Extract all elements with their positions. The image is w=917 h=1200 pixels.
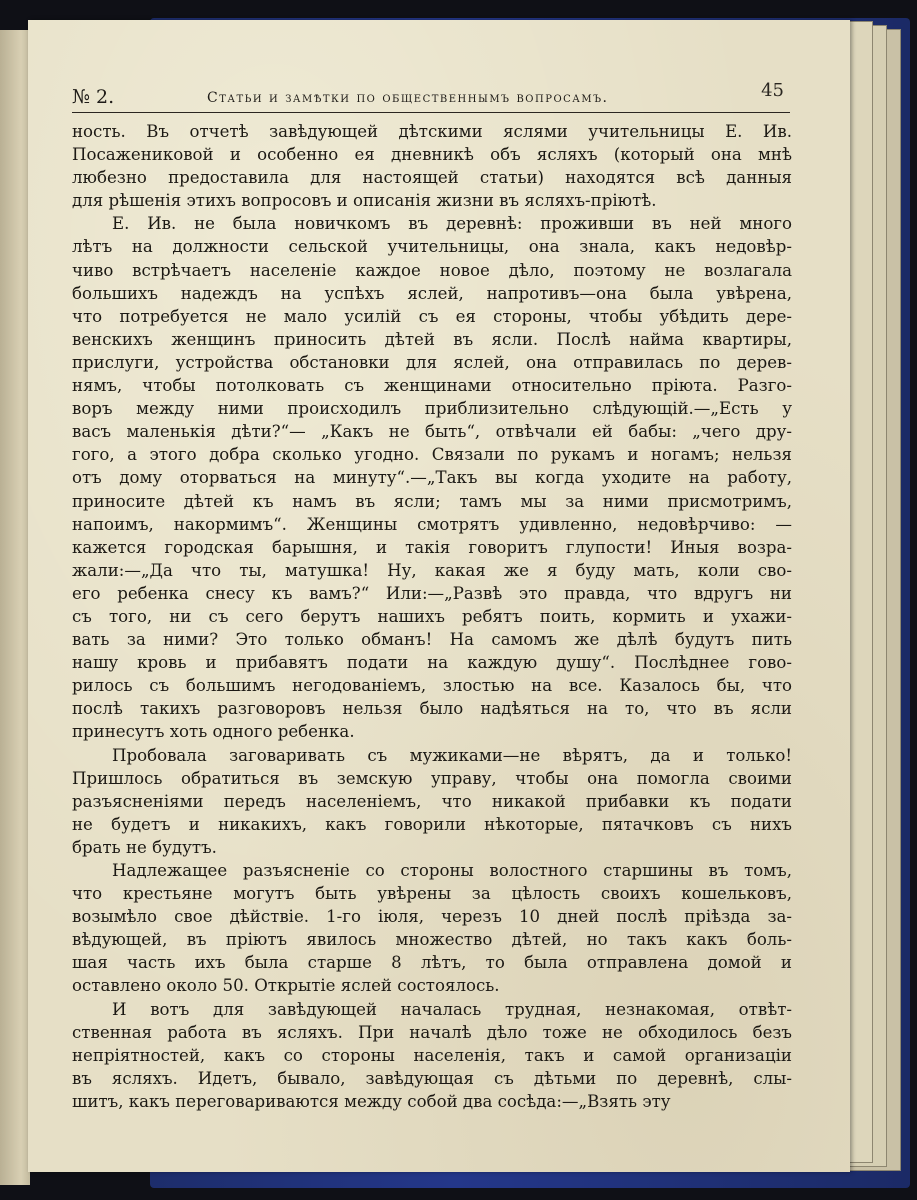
article-body (72, 120, 792, 1113)
paragraph (72, 998, 792, 1113)
running-header (72, 82, 790, 113)
text-line: шитъ, какъ переговариваются между собой два сосѣда:—„Взять эту (72, 1091, 671, 1111)
text-line: воръ между ними происходилъ приблизительно слѣдующій.—„Есть у (72, 399, 792, 419)
text-line: приносите дѣтей къ намъ въ ясли; тамъ мы за ними присмотримъ, (72, 491, 792, 511)
text-line: прислуги, устройства обстановки для яслей, она отправилась по дерев- (72, 352, 792, 372)
text-line: Пробовала заговаривать съ мужиками—не вѣрятъ, да и только! (112, 745, 792, 765)
text-line: вѣдующей, въ пріютъ явилось множество дѣтей, но такъ какъ боль- (72, 930, 792, 950)
text-line: Надлежащее разъясненіе со стороны волостного старшины въ томъ, (112, 861, 792, 880)
text-line: для рѣшенія этихъ вопросовъ и описанія жизни въ ясляхъ-пріютѣ. (72, 191, 657, 211)
book-page (28, 20, 850, 1172)
text-line: ственная работа въ ясляхъ. При началѣ дѣло тоже не обходилось безъ (72, 1022, 792, 1042)
text-line: въ ясляхъ. Идетъ, бывало, завѣдующая съ дѣтьми по деревнѣ, слы- (72, 1068, 792, 1088)
text-line: рилось съ большимъ негодованіемъ, злостью на все. Казалось бы, что (72, 676, 792, 696)
page-number: 45 (761, 80, 784, 101)
paragraph (72, 120, 792, 212)
paragraph (72, 744, 792, 859)
text-line: разъясненіями передъ населеніемъ, что никакой прибавки къ подати (72, 791, 792, 811)
text-line: жали:—„Да что ты, матушка! Ну, какая же я буду мать, коли сво- (72, 560, 792, 580)
text-line: гого, а этого добра сколько угодно. Связали по рукамъ и ногамъ; нельзя (72, 445, 792, 465)
paragraph (72, 212, 792, 743)
text-line: что крестьяне могутъ быть увѣрены за цѣлость своихъ кошельковъ, (72, 884, 792, 904)
text-line: васъ маленькія дѣти?“— „Какъ не быть“, отвѣчали ей бабы: „чего дру- (72, 422, 792, 442)
text-line: принесутъ хоть одного ребенка. (72, 722, 355, 742)
text-line: возымѣло свое дѣйствіе. 1-го іюля, черезъ 10 дней послѣ пріѣзда за- (72, 907, 792, 927)
text-line: что потребуется не мало усилій съ ея стороны, чтобы убѣдить дере- (72, 306, 792, 326)
text-line: венскихъ женщинъ приносить дѣтей въ ясли. Послѣ найма квартиры, (72, 329, 792, 349)
text-line: вать за ними? Это только обманъ! На самомъ же дѣлѣ будутъ пить (72, 630, 792, 650)
text-line: нямъ, чтобы потолковать съ женщинами относительно пріюта. Разго- (72, 376, 792, 396)
text-line: ность. Въ отчетѣ завѣдующей дѣтскими яслями учительницы Е. Ив. (72, 122, 792, 141)
text-line: отъ дому оторваться на минуту“.—„Такъ вы когда уходите на работу, (72, 468, 792, 488)
text-line: кажется городская барышня, и такія говоритъ глупости! Иныя возра- (72, 537, 792, 557)
running-title: Статьи и замѣтки по общественнымъ вопросамъ. (207, 90, 609, 106)
text-line: Посажениковой и особенно ея дневникѣ объ ясляхъ (который она мнѣ (72, 145, 792, 165)
text-line: послѣ такихъ разговоровъ нельзя было надѣяться на то, что въ ясли (72, 699, 792, 719)
text-line: шая часть ихъ была старше 8 лѣтъ, то была отправлена домой и (72, 953, 792, 973)
text-line: лѣтъ на должности сельской учительницы, она знала, какъ недовѣр- (72, 237, 792, 257)
text-line: его ребенка снесу къ вамъ?“ Или:—„Развѣ это правда, что вдругъ ни (72, 583, 792, 603)
text-line: оставлено около 50. Открытіе яслей состоялось. (72, 976, 500, 996)
text-line: не будетъ и никакихъ, какъ говорили нѣкоторые, пятачковъ съ нихъ (72, 814, 792, 834)
text-line: брать не будутъ. (72, 837, 217, 857)
text-line: напоимъ, накормимъ“. Женщины смотрятъ удивленно, недовѣрчиво: — (72, 514, 792, 534)
text-line: съ того, ни съ сего берутъ нашихъ ребятъ поить, кормить и ухажи- (72, 606, 792, 626)
text-line: Е. Ив. не была новичкомъ въ деревнѣ: проживши въ ней много (112, 214, 792, 234)
previous-page-edge (0, 30, 30, 1185)
text-line: чиво встрѣчаетъ населеніе каждое новое дѣло, поэтому не возлагала (72, 260, 792, 280)
text-line: Пришлось обратиться въ земскую управу, чтобы она помогла своими (72, 768, 792, 788)
text-line: любезно предоставила для настоящей статьи) находятся всѣ данныя (72, 168, 792, 188)
paragraph (72, 859, 792, 998)
text-line: большихъ надеждъ на успѣхъ яслей, напротивъ—она была увѣрена, (72, 283, 792, 303)
text-line: непріятностей, какъ со стороны населенія, такъ и самой организаціи (72, 1045, 792, 1065)
text-line: И вотъ для завѣдующей началась трудная, незнакомая, отвѣт- (112, 999, 792, 1019)
issue-number: № 2. (72, 86, 115, 108)
text-line: нашу кровь и прибавятъ подати на каждую душу“. Послѣднее гово- (72, 653, 792, 673)
